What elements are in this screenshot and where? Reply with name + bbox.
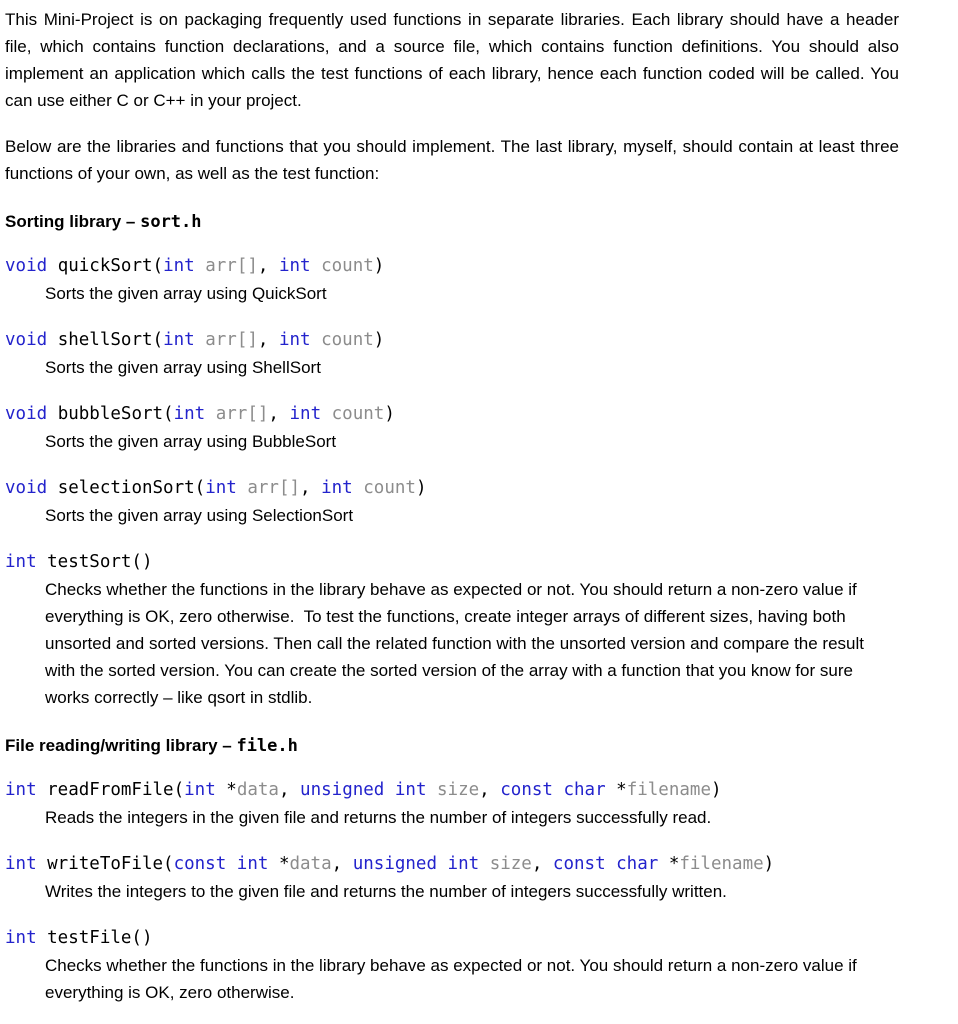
code-token-keyword: int	[278, 330, 311, 350]
code-token-parameter: filename	[679, 854, 764, 874]
function-signature	[5, 549, 899, 576]
function-entry	[5, 475, 899, 529]
function-description: Checks whether the functions in the library behave as expected or not. You should return a non-zero value if everything is OK, zero otherwise. To test the functions, create integer arrays of different sizes, having both unsorted and sorted versions. Then call the related function with the unsorted version and compare the result with the sorted version. You can create the sorted version of the array with a function that you know for sure works correctly – like qsort in stdlib.	[45, 580, 864, 707]
function-signature	[5, 253, 899, 280]
code-token-plain: readFromFile(	[36, 780, 185, 800]
code-token-keyword: int	[5, 928, 37, 948]
code-token-keyword: int	[173, 404, 206, 424]
code-token-plain: *	[268, 854, 290, 874]
code-token-parameter: size	[479, 854, 532, 874]
code-token-keyword: int	[5, 552, 37, 572]
code-token-plain: )	[384, 404, 395, 424]
function-description: Sorts the given array using QuickSort	[45, 284, 327, 303]
code-token-keyword: int	[321, 478, 353, 498]
code-token-parameter: arr[]	[236, 478, 301, 498]
function-signature	[5, 925, 899, 952]
code-token-plain: *	[658, 854, 680, 874]
function-entry	[5, 925, 899, 1006]
code-token-plain: ,	[257, 256, 279, 276]
function-signature	[5, 327, 899, 354]
code-token-plain: ,	[331, 854, 353, 874]
code-token-keyword: void	[5, 404, 48, 424]
code-token-parameter: count	[352, 478, 416, 498]
code-token-plain: )	[415, 478, 427, 498]
function-description: Sorts the given array using BubbleSort	[45, 432, 337, 451]
code-token-plain: ,	[278, 780, 301, 800]
code-token-plain: *	[605, 780, 627, 800]
code-token-plain: ,	[479, 780, 501, 800]
function-entry	[5, 401, 899, 455]
code-token-keyword: const char	[552, 854, 659, 874]
code-token-keyword: int	[5, 854, 37, 874]
function-description: Sorts the given array using ShellSort	[45, 358, 321, 377]
code-token-keyword: unsigned int	[352, 854, 480, 874]
function-description: Checks whether the functions in the library behave as expected or not. You should return a non-zero value if everything is OK, zero otherwise.	[45, 956, 857, 1002]
code-token-plain: )	[373, 256, 385, 276]
code-token-plain: quickSort(	[47, 256, 164, 276]
function-entry	[5, 327, 899, 381]
function-signature	[5, 777, 899, 804]
code-token-keyword: void	[5, 478, 48, 498]
function-signature	[5, 401, 899, 428]
code-token-plain: bubbleSort(	[47, 404, 174, 424]
code-token-keyword: int	[289, 404, 322, 424]
code-token-keyword: const char	[500, 780, 606, 800]
code-token-parameter: count	[310, 256, 374, 276]
code-token-keyword: int	[163, 330, 195, 350]
code-token-keyword: int	[278, 256, 311, 276]
code-token-parameter: count	[321, 404, 385, 424]
code-token-parameter: filename	[626, 780, 711, 800]
library-section	[5, 208, 899, 711]
code-token-parameter: data	[236, 780, 279, 800]
code-token-plain: ,	[268, 404, 290, 424]
code-token-parameter: arr[]	[194, 256, 258, 276]
library-section	[5, 732, 899, 1006]
code-token-keyword: void	[5, 256, 48, 276]
section-heading-text: Sorting library –	[5, 212, 141, 231]
code-token-parameter: count	[310, 330, 374, 350]
section-heading-text: File reading/writing library –	[5, 736, 237, 755]
code-token-keyword: int	[205, 478, 237, 498]
function-entry	[5, 851, 899, 905]
intro-paragraph-2: Below are the libraries and functions that you should implement. The last library, myself, should contain at least three functions of your own, as well as the test function:	[5, 137, 899, 183]
code-token-plain: )	[710, 780, 722, 800]
function-description: Reads the integers in the given file and returns the number of integers successfully read.	[45, 808, 712, 827]
code-token-plain: )	[373, 330, 385, 350]
code-token-keyword: const int	[173, 854, 269, 874]
code-token-parameter: size	[426, 780, 480, 800]
code-token-keyword: int	[184, 780, 216, 800]
section-heading-filename: file.h	[236, 736, 298, 756]
code-token-keyword: void	[5, 330, 48, 350]
code-token-plain: shellSort(	[47, 330, 164, 350]
function-description: Sorts the given array using SelectionSort	[45, 506, 354, 525]
code-token-parameter: data	[289, 854, 332, 874]
function-description: Writes the integers to the given file and returns the number of integers successfully written.	[45, 882, 727, 901]
code-token-plain: writeToFile(	[36, 854, 174, 874]
section-heading-filename: sort.h	[140, 212, 202, 232]
function-entry	[5, 253, 899, 307]
code-token-plain: )	[763, 854, 775, 874]
code-token-plain: ,	[257, 330, 279, 350]
code-token-parameter: arr[]	[205, 404, 269, 424]
code-token-plain: testFile()	[36, 928, 153, 948]
function-signature	[5, 475, 899, 502]
code-token-plain: selectionSort(	[47, 478, 206, 498]
code-token-parameter: arr[]	[194, 330, 258, 350]
library-sections	[5, 208, 899, 1006]
code-token-keyword: unsigned int	[300, 780, 427, 800]
section-heading	[5, 208, 899, 236]
section-heading	[5, 732, 899, 760]
code-token-plain: ,	[531, 854, 553, 874]
code-token-plain: testSort()	[36, 552, 153, 572]
intro-paragraph-1: This Mini-Project is on packaging frequently used functions in separate libraries. Each library should have a header file, which contains function declarations, and a source file, which contains function definitions. You should also implement an application which calls the test functions of each library, hence each function coded will be called. You can use either C or C++ in your project.	[5, 10, 899, 110]
function-entry	[5, 549, 899, 711]
code-token-plain: *	[215, 780, 237, 800]
code-token-keyword: int	[5, 780, 37, 800]
function-signature	[5, 851, 899, 878]
code-token-keyword: int	[163, 256, 195, 276]
function-entry	[5, 777, 899, 831]
code-token-plain: ,	[300, 478, 322, 498]
